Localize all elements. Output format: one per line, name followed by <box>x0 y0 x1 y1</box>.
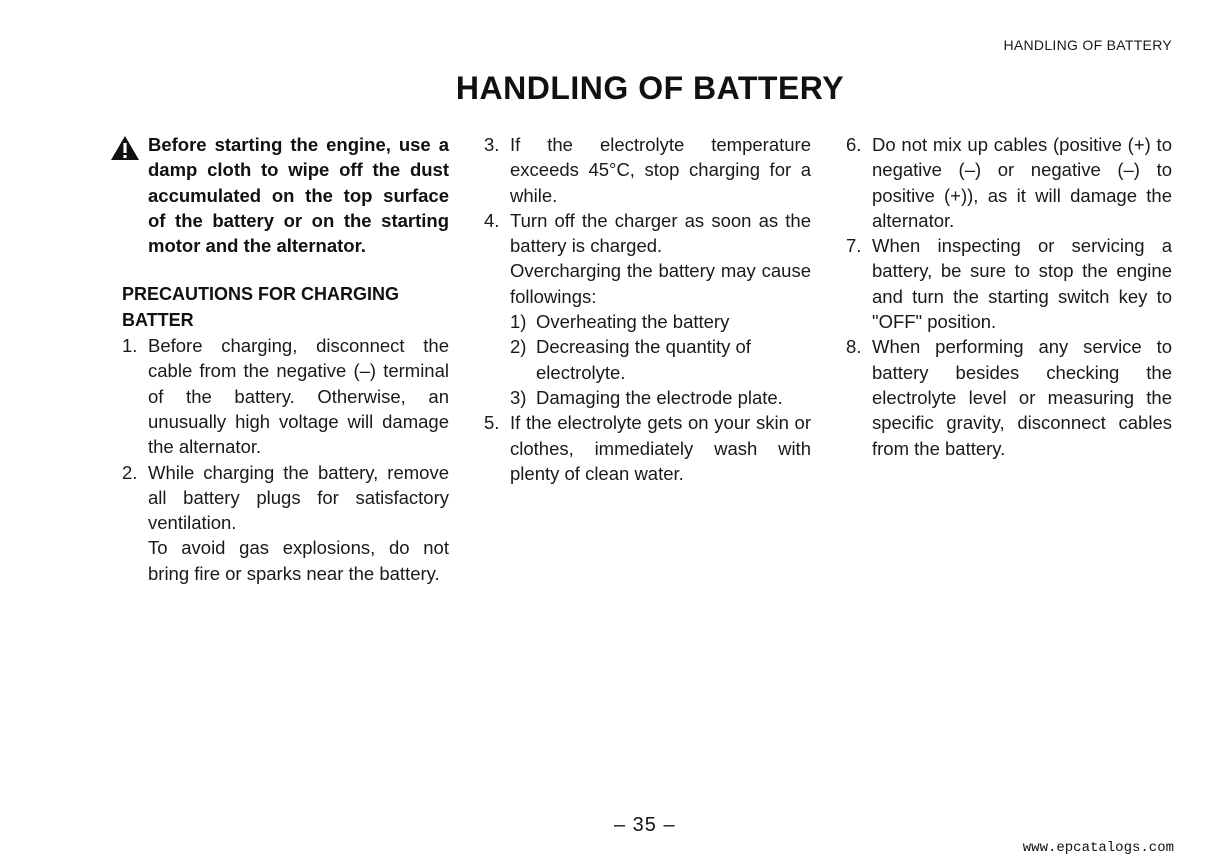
item-number: 1. <box>122 335 138 357</box>
item-text: Turn off the charger as soon as the battery is charged. <box>510 209 811 257</box>
sub-item-number: 3) <box>510 386 527 408</box>
list-item <box>846 233 1172 334</box>
section-heading-line2: BATTER <box>122 309 194 330</box>
item-number: 6. <box>846 134 862 155</box>
warning-text: Before starting the engine, use a damp cloth to wipe off the dust accumulated on the top surface of the battery or on the starting motor and the alternator. <box>148 134 449 257</box>
page-title: HANDLING OF BATTERY <box>455 70 845 106</box>
column-middle <box>484 132 811 486</box>
sub-item-number: 2) <box>510 336 527 358</box>
item-number: 4. <box>484 209 500 231</box>
item-text: Before charging, disconnect the cable from the negative (–) terminal of the battery. Otherwise, an unusually high voltage will damage the alternator. <box>148 335 449 458</box>
sub-item-text: Damaging the electrode plate. <box>536 386 783 408</box>
sub-item-number: 1) <box>510 311 527 333</box>
precautions-list-part2 <box>484 132 811 486</box>
warning-triangle-icon <box>110 135 140 161</box>
sub-list-item <box>510 385 811 410</box>
item-number: 8. <box>846 336 862 358</box>
sub-list-item <box>510 334 811 385</box>
list-item <box>846 132 1172 233</box>
item-number: 3. <box>484 134 500 155</box>
sub-item-text: Decreasing the quantity of electrolyte. <box>536 336 751 383</box>
running-header: HANDLING OF BATTERY <box>1003 37 1172 53</box>
list-item <box>484 208 811 410</box>
item-number: 2. <box>122 461 138 483</box>
sub-list-item <box>510 309 811 334</box>
section-heading-line1: PRECAUTIONS FOR CHARGING <box>122 284 400 305</box>
sub-item-text: Overheating the battery <box>536 311 730 333</box>
list-item <box>846 334 1172 460</box>
section-heading <box>122 282 449 333</box>
item-text: When performing any service to battery besides checking the electrolyte level or measuring the specific gravity, disconnect cables from the battery. <box>872 336 1172 459</box>
item-number: 5. <box>484 412 500 434</box>
precautions-list-part1 <box>122 333 449 586</box>
item-text: Do not mix up cables (positive (+) to negative (–) or negative (–) to positive (+)), as it will damage the alternator. <box>872 134 1172 231</box>
item-note: To avoid gas explosions, do not bring fire or sparks near the battery. <box>148 537 449 584</box>
precautions-list-part3 <box>846 132 1172 461</box>
page-number: – 35 – <box>614 814 676 836</box>
list-item <box>122 460 449 586</box>
list-item <box>484 410 811 486</box>
item-text: When inspecting or servicing a battery, be sure to stop the engine and turn the starting switch key to "OFF" position. <box>872 235 1172 333</box>
item-text: If the electrolyte temperature exceeds 45°C, stop charging for a while. <box>510 134 811 206</box>
sub-list <box>510 309 811 410</box>
footer-watermark: www.epcatalogs.com <box>1022 840 1174 856</box>
item-note: Overcharging the battery may cause followings: <box>510 260 811 307</box>
column-right <box>846 132 1172 461</box>
column-left <box>122 132 449 586</box>
list-item <box>122 333 449 459</box>
item-text: While charging the battery, remove all battery plugs for satisfactory ventilation. <box>148 461 449 534</box>
item-text: If the electrolyte gets on your skin or clothes, immediately wash with plenty of clean water. <box>510 412 811 484</box>
item-number: 7. <box>846 235 862 257</box>
warning-block <box>122 132 449 258</box>
list-item <box>484 132 811 208</box>
